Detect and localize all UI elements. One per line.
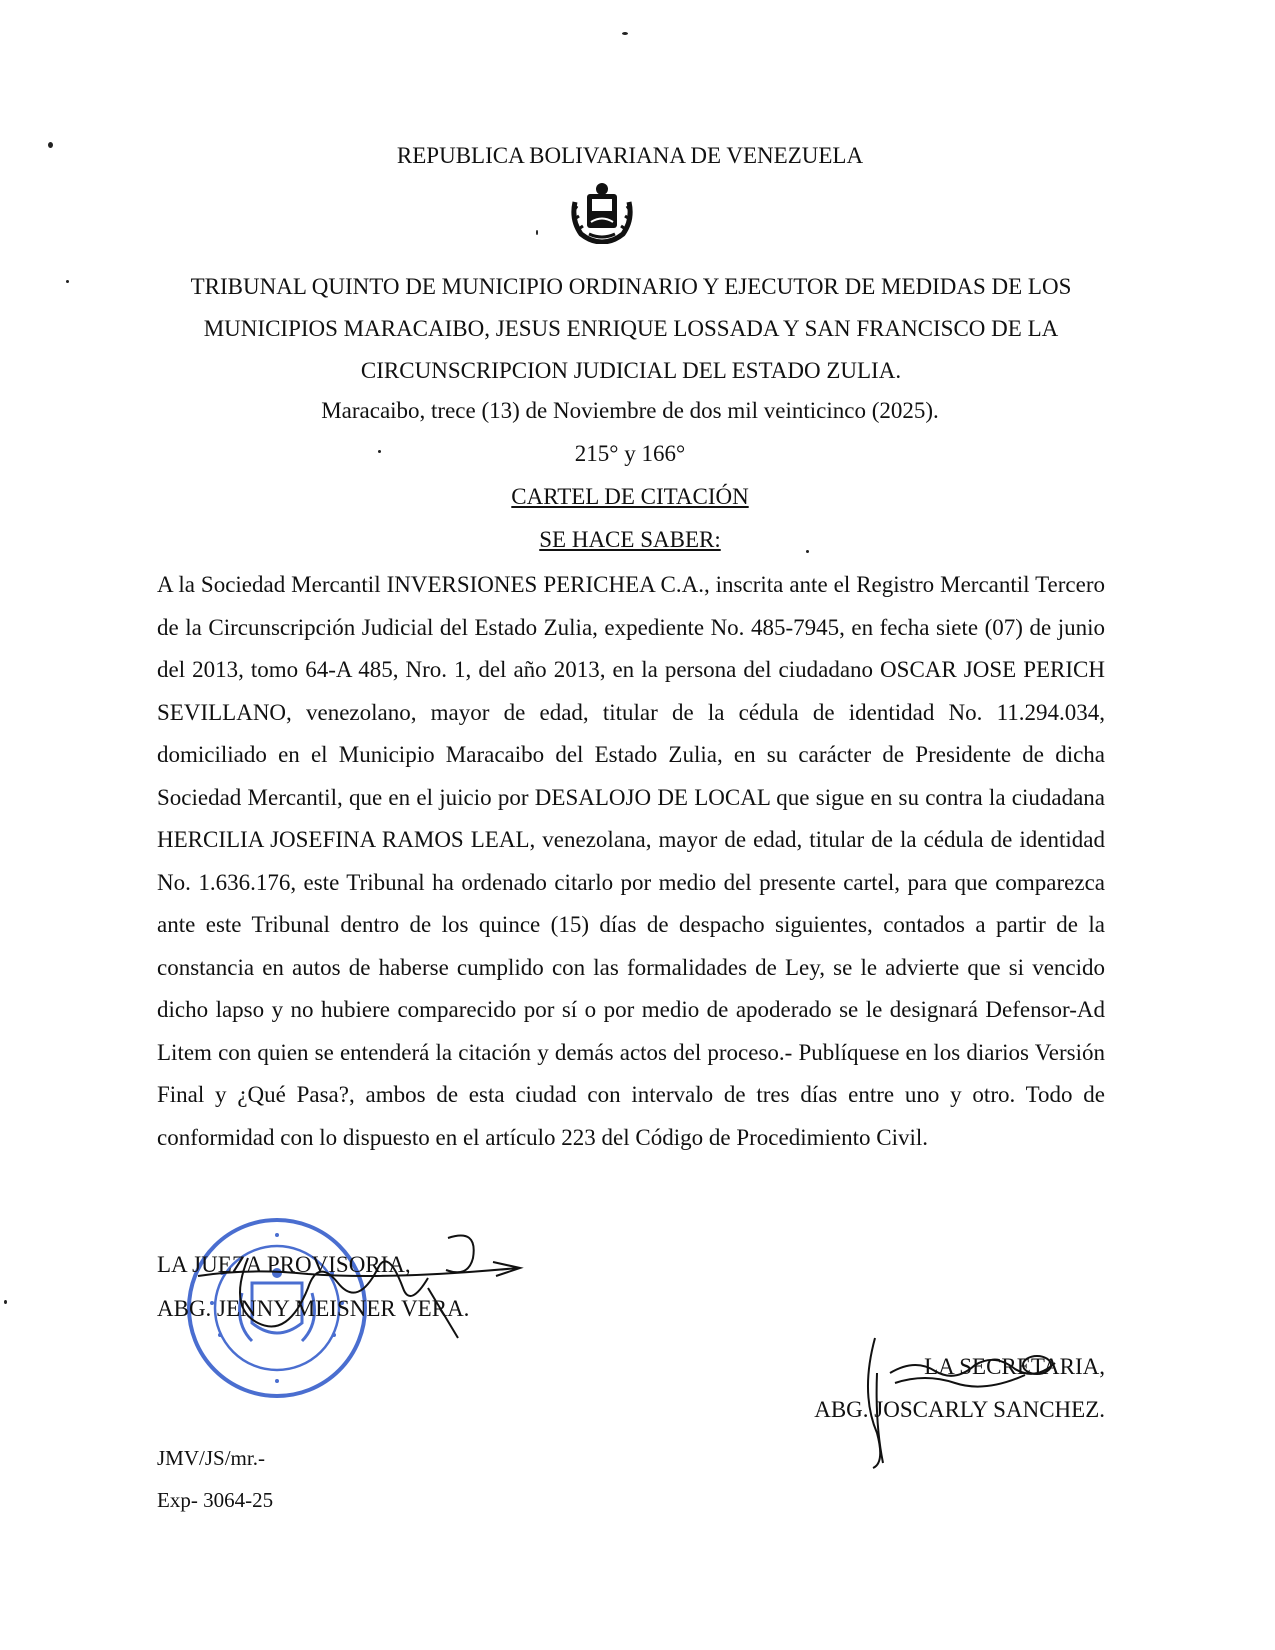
scan-speck bbox=[806, 550, 809, 553]
initials: JMV/JS/mr.- bbox=[157, 1446, 265, 1470]
expediente-number: Exp- 3064-25 bbox=[157, 1488, 274, 1512]
scan-speck bbox=[378, 450, 381, 453]
court-heading bbox=[81, 266, 1181, 392]
date-line: Maracaibo, trece (13) de Noviembre de dos mil veinticinco (2025). bbox=[321, 398, 939, 423]
document-references bbox=[157, 1437, 273, 1521]
secretary-name: ABG. JOSCARLY SANCHEZ. bbox=[814, 1397, 1105, 1422]
scan-speck bbox=[66, 280, 69, 283]
secretary-handwritten-signature bbox=[855, 1333, 1065, 1473]
document-title: CARTEL DE CITACIÓN bbox=[511, 484, 749, 509]
scan-speck bbox=[536, 230, 538, 235]
scan-speck bbox=[48, 142, 53, 148]
body-paragraph: A la Sociedad Mercantil INVERSIONES PERICHEA C.A., inscrita ante el Registro Mercantil Tercero de la Circunscripción Judicial del Estado Zulia, expediente No. 485-7945, en fecha siete (07) de junio del 2013, tomo 64-A 485, Nro. 1, del año 2013, en la persona del ciudadano OSCAR JOSE PERICH SEVILLANO, venezolano, mayor de edad, titular de la cédula de identidad No. 11.294.034, domiciliado en el Municipio Maracaibo del Estado Zulia, en su carácter de Presidente de dicha Sociedad Mercantil, que en el juicio por DESALOJO DE LOCAL que sigue en su contra la ciudadana HERCILIA JOSEFINA RAMOS LEAL, venezolana, mayor de edad, titular de la cédula de identidad No. 1.636.176, este Tribunal ha ordenado citarlo por medio del presente cartel, para que comparezca ante este Tribunal dentro de los quince (15) días de despacho siguientes, contados a partir de la constancia en autos de haberse cumplido con las formalidades de Ley, se le advierte que si vencido dicho lapso y no hubiere comparecido por sí o por medio de apoderado se le designará Defensor-Ad Litem con quien se entenderá la citación y demás actos del proceso.- Publíquese en los diarios Versión Final y ¿Qué Pasa?, ambos de esta ciudad con intervalo de tres días entre uno y otro. Todo de conformidad con lo dispuesto en el artículo 223 del Código de Procedimiento Civil. bbox=[157, 572, 1105, 1150]
secretary-title: LA SECRETARIA, bbox=[924, 1354, 1105, 1379]
judge-name: ABG. JENNY MEISNER VERA. bbox=[157, 1296, 470, 1321]
court-line-2: MUNICIPIOS MARACAIBO, JESUS ENRIQUE LOSSADA Y SAN FRANCISCO DE LA bbox=[203, 316, 1059, 341]
scan-speck bbox=[622, 32, 628, 35]
judge-handwritten-signature bbox=[188, 1228, 528, 1348]
country-heading: REPUBLICA BOLIVARIANA DE VENEZUELA bbox=[396, 143, 864, 168]
years-line: 215° y 166° bbox=[574, 441, 686, 466]
scan-speck bbox=[4, 1300, 7, 1304]
court-line-3: CIRCUNSCRIPCION JUDICIAL DEL ESTADO ZULIA. bbox=[360, 358, 902, 383]
court-line-1: TRIBUNAL QUINTO DE MUNICIPIO ORDINARIO Y EJECUTOR DE MEDIDAS DE LOS bbox=[190, 274, 1072, 299]
judge-title: LA JUEZA PROVISORIA, bbox=[157, 1252, 411, 1277]
document-subtitle: SE HACE SABER: bbox=[539, 527, 721, 552]
coat-of-arms-icon bbox=[567, 182, 637, 244]
